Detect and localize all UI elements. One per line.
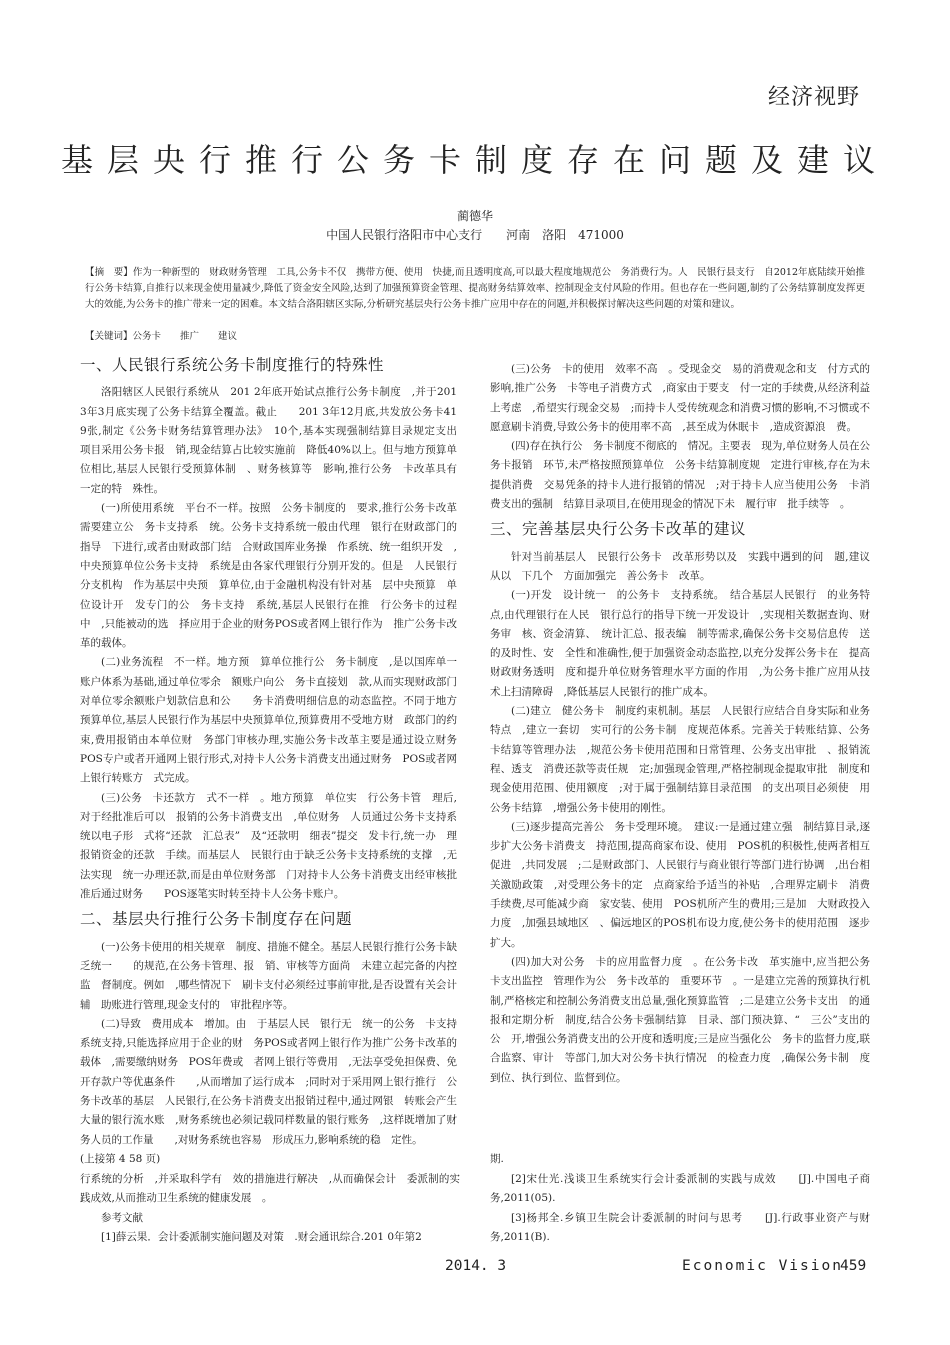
body-paragraph: 针对当前基层人 民银行公务卡 改革形势以及 实践中遇到的问 题,建议从以 下几个 方面加强完 善公务卡 改革。: [490, 550, 870, 582]
article-keywords: 【关键词】公务卡 推广 建议: [85, 331, 238, 342]
body-paragraph: (二)导致 费用成本 增加。由 于基层人民 银行无 统一的公务 卡支持系统支持,只能选择应用于企业的财 务POS或者网上银行作为推广公务卡改革的载体 ,需要缴纳财务 POS年费或 者网上银行等费用 ,无法享受免担保费、免开存款户等优惠条件 ,从而增加了运行成本 ;同时对于采用网上银行推行 公务卡改革的基层 人民银行,在公务卡消费支出报销过程中,通过网银 转账会产生大量的银行流水账 ,财务系统也必须记载同样数量的银行账务 ,这样既增加了财务人员的工作量 ,对财务系统也容易 形成压力,影响系统的稳 定性。: [80, 1017, 457, 1146]
article-author: 蔺德华: [456, 209, 493, 223]
continuation-line: [1]薛云果．会计委派制实施问题及对策 .财会通讯综合.201 0年第2: [101, 1231, 422, 1243]
body-paragraph: (三)公务 卡还款方 式不一样 。地方预算 单位实 行公务卡管 理后,对于经批准后可以 报销的公务卡消费支出 ,单位财务 人员通过公务卡支持系 统以电子形 式将“还款 汇总表” 及“还款明 细表”提交 发卡行,统一办 理报销资金的还款 手续。而基层人 民银行由于缺乏公务卡支持系统的支撑 ,无法实现 统一办理还款,而是由单位财务部 门对持卡人公务卡消费支出经审核批准后通过财务 POS逐笔实时转至持卡人公务卡账户。: [80, 791, 468, 901]
continuation-line: 行系统的分析 ,并采取科学有 效的措施进行解决 ,从而确保会计 委派制的实践成效,从而推动卫生系统的健康发展 。: [80, 1172, 460, 1204]
article-title: 基层央行推行公务卡制度存在问题及建议: [60, 141, 889, 179]
body-paragraph: 洛阳辖区人民银行系统从 201 2年底开始试点推行公务卡制度 ,并于201 3年3月底实现了公务卡结算全覆盖。截止 201 3年12月底,共发放公务卡41 9张,制定《公务卡财务结算管理办法》 10个,基本实现强制结算目录规定支出 项目采用公务卡报 销,现金结算占比较实施前 降低40%以上。但与地方预算单 位相比,基层人民银行受预算体制 、财务核算等 影响,推行公务 卡改革具有 一定的特 殊性。: [80, 386, 468, 495]
footer-page-number: 459: [840, 1258, 867, 1274]
body-paragraph: (一)开发 设计统一 的公务卡 支持系统。 结合基层人民银行 的业务特点,由代理银行在人民 银行总行的指导下统一开发设计 ,实现相关数据查询、财务审 核、资金清算、 统计汇总、报表编 制等需求,确保公务卡交易信息传 送的及时性、安 全性和准确性,便于加强资金动态监控,以充分发挥公务卡在 提高财政财务透明 度和提升单位财务管理水平方面的作用 ,为公务卡推广应用从技术上扫清障碍 ,降低基层人民银行的推广成本。: [490, 589, 870, 698]
continuation-line: [2]宋仕光.浅谈卫生系统实行会计委派制的实践与成效 [J].中国电子商务,2011(05).: [490, 1172, 870, 1204]
body-paragraph: (三)逐步提高完善公 务卡受理环境。 建议:一是通过建立强 制结算目录,逐步扩大公务卡消费支 持范围,提高商家布设、使用 POS机的积极性,使两者相互促进 ,共同发展 ;二是财政部门、人民银行与商业银行等部门进行协调 ,出台相关激励政策 ,对受理公务卡的定 点商家给予适当的补贴 ,合理界定刷卡 消费手续费,尽可能减少商 家安装、使用 POS机所产生的费用;三是加 大财政投入力度 ,加强县域地区 、偏远地区的POS机布设力度,使公务卡的使用范围 逐步扩大。: [490, 820, 870, 949]
section-heading: 三、完善基层央行公务卡改革的建议: [490, 520, 747, 539]
left-column: [80, 350, 468, 1150]
continuation-right: [490, 1150, 870, 1248]
body-paragraph: (二)建立 健公务卡 制度约束机制。基层 人民银行应结合自身实际和业务特点 ,建立一套切 实可行的公务卡制 度规范体系。完善关于转账结算、公务 卡结算等管理办法 ,规范公务卡使用范围和日常管理、公务支出审批 、报销流程、透支 消费还款等责任规 定;加强现金管理,严格控制现金提取审批 制度和现金使用范围、使用额度 ;对于属于强制结算目录范围 的支出项目必须使 用公务卡结算 ,增强公务卡使用的刚性。: [490, 705, 881, 814]
section-heading: 一、人民银行系统公务卡制度推行的特殊性: [80, 356, 385, 374]
footer-journal: Economic Vision: [682, 1258, 843, 1274]
section-header: 经济视野: [767, 85, 860, 110]
body-paragraph: (四)加大对公务 卡的应用监督力度 。在公务卡改 革实施中,应当把公务 卡支出监控 管理作为公 务卡改革的 重要环节 。一是建立完善的预算执行机制,严格核定和控制公务消费支出总量,强化预算监管 ;二是建立公务卡支出 的通报和定期分析 制度,结合公务卡强制结算 目录、部门预决算、“ 三公”支出的公 开,增强公务消费支出的公开度和透明度;三是应当强化公 务卡的监督力度,联合监察、审计 等部门,加大对公务卡执行情况 的检查力度 ,确保公务卡制 度到位、执行到位、监督到位。: [490, 955, 881, 1084]
body-paragraph: (一)公务卡使用的相关规章 制度、措施不健全。基层人民银行推行公务卡缺乏统一 的规范,在公务卡管理、报 销、审核等方面尚 未建立起完备的内控监 督制度。例如 ,哪些情况下 刷卡支付必须经过事前审批,是否设置有关会计辅 助账进行管理,现金支付的 审批程序等。: [80, 940, 457, 1011]
continuation-left: [80, 1150, 460, 1248]
right-column: [490, 360, 881, 1088]
section-heading: 二、基层央行推行公务卡制度存在问题: [80, 910, 353, 929]
author-affiliation: 中国人民银行洛阳市中心支行 河南 洛阳 471000: [326, 228, 624, 242]
body-paragraph: (三)公务 卡的使用 效率不高 。受现金交 易的消费观念和支 付方式的影响,推广公务 卡等电子消费方式 ,商家由于要支 付一定的手续费,从经济利益上考虑 ,希望实行现金交易 ;而持卡人受传统观念和消费习惯的影响,不习惯或不愿意刷卡消费,导致公务卡的使用率不高 ,甚至成为休眠卡 ,造成资源浪 费。: [490, 363, 870, 433]
body-paragraph: (四)存在执行公 务卡制度不彻底的 情况。主要表 现为,单位财务人员在公务卡报销 环节,未严格按照预算单位 公务卡结算制度规 定进行审核,存在为未提供消费 交易凭条的持卡人进行报销的情况 ;对于持卡人应当使用公务 卡消费支出的强制 结算目录项目,在使用现金的情况下未 履行审 批手续等 。: [490, 440, 870, 511]
body-paragraph: (一)所使用系统 平台不一样。按照 公务卡制度的 要求,推行公务卡改革需要建立公 务卡支持系 统。公务卡支持系统一般由代理 银行在财政部门的指导 下进行,或者由财政部门结 合财政国库业务操 作系统、统一组织开发 ,中央预算单位公务卡支持 系统是由各家代理银行分别开发的。但是 人民银行分支机构 作为基层中央预 算单位,由于金融机构没有针对基 层中央预算 单位设计开 发专门的公 务卡支持 系统,基层人民银行在推 行公务卡的过程中 ,只能被动的选 择应用于企业的财务POS或者网上银行作为 推广公务卡改 革的载体。: [80, 502, 468, 650]
continuation-line: [3]杨邦全.乡镇卫生院会计委派制的时问与思考 [J].行政事业资产与财务,2011(B).: [490, 1211, 870, 1243]
footer-issue: 2014. 3: [445, 1258, 507, 1274]
continuation-note: (上接第 4 58 页): [80, 1153, 161, 1165]
body-paragraph: (二)业务流程 不一样。地方预 算单位推行公 务卡制度 ,是以国库单一账户体系为基础,通过单位零余 额账户向公 务卡直接划 款,从而实现财政部门对单位零余额账户划款信息和公 务卡消费明细信息的动态监控。不同于地方预算单位,基层人民银行作为基层中央预算单位,预算费用不受地方财 政部门的约束,费用报销由本单位财 务部门审核办理,实施公务卡改革主要是通过设立财务POS专户或者开通网上银行形式,对持卡人公务卡消费支出通过财务 POS或者网上银行转账方 式完成。: [80, 656, 457, 785]
continuation-line: 参考文献: [101, 1211, 143, 1224]
continuation-line: 期.: [490, 1153, 504, 1165]
article-abstract: 【摘 要】作为一种新型的 财政财务管理 工具,公务卡不仅 携带方便、使用 快捷,而且透明度高,可以最大程度地规范公 务消费行为。人 民银行县支行 自2012年底陆续开始推行公务卡结算,自推行以来现金使用量减少,降低了资金安全风险,达到了加强预算资金管理、提高财务结算效率、控制现金支付风险的作用。但也存在一些问题,制约了公务结算制度发挥更大的效能,为公务卡的推广带来一定的困难。本文结合洛阳辖区实际,分析研究基层央行公务卡推广应用中存在的问题,并积极探讨解决这些问题的对策和建议。: [85, 267, 865, 310]
